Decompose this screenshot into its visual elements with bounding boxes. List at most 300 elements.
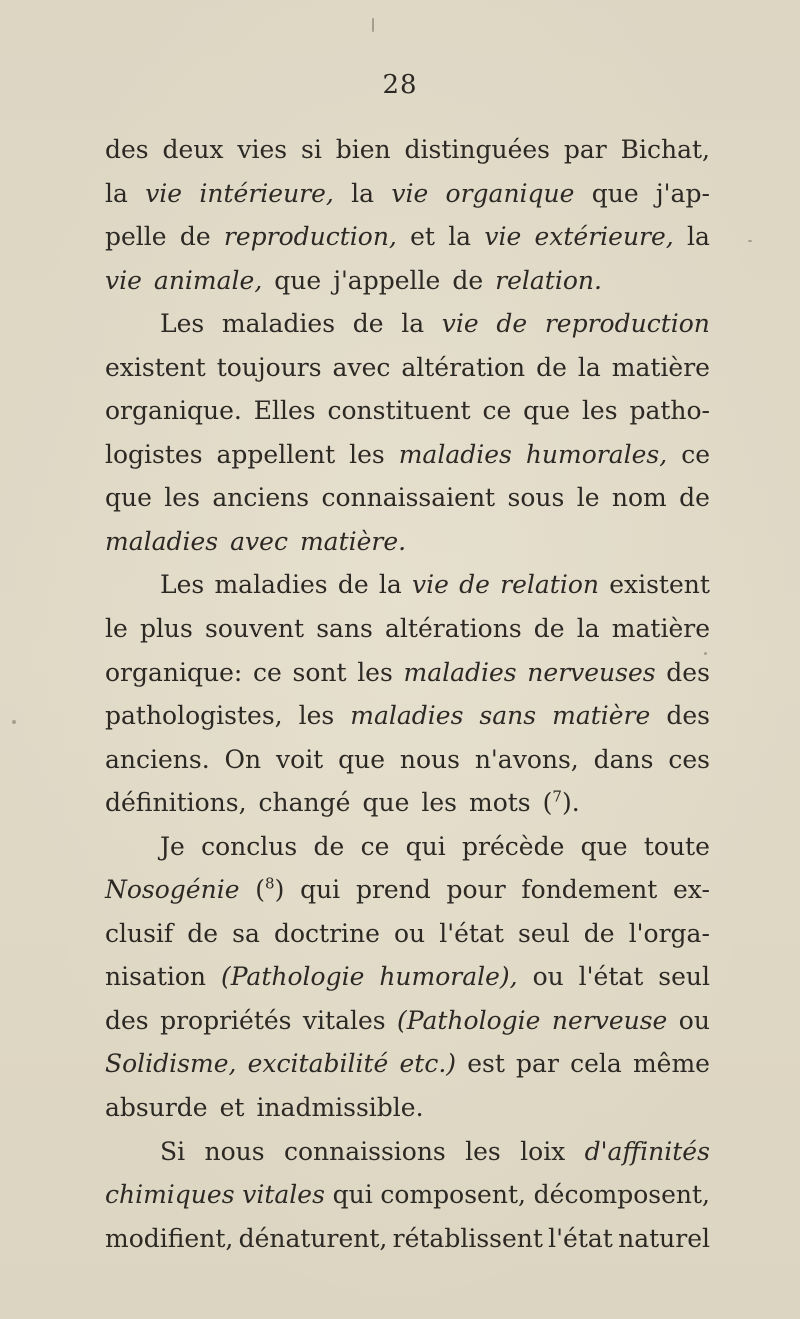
text-line bbox=[105, 738, 710, 782]
word-text: que bbox=[362, 788, 410, 818]
word-text: Bichat, bbox=[620, 135, 710, 164]
word-text: seul bbox=[517, 918, 570, 948]
word-text: organique: bbox=[105, 657, 243, 687]
word bbox=[448, 215, 471, 259]
word-text: que bbox=[105, 483, 152, 513]
word-text: matière bbox=[611, 352, 710, 382]
word-text: pathologistes, bbox=[105, 701, 283, 731]
word-text: logistes bbox=[105, 439, 203, 469]
word-text: de bbox=[496, 309, 528, 339]
word bbox=[274, 259, 321, 303]
word-text: la bbox=[577, 352, 601, 382]
word-text: relation bbox=[500, 570, 599, 600]
word bbox=[543, 781, 580, 825]
word bbox=[292, 651, 346, 695]
word bbox=[356, 868, 431, 912]
paper-speck bbox=[704, 652, 707, 655]
text-line bbox=[105, 476, 710, 520]
word-text: qui bbox=[405, 831, 446, 861]
word-text: des bbox=[105, 1005, 149, 1035]
word-text: (Pathologie bbox=[220, 962, 365, 992]
word bbox=[160, 563, 204, 607]
word-text: des bbox=[666, 701, 710, 731]
word-text: toujours bbox=[216, 352, 322, 382]
word bbox=[284, 1130, 446, 1174]
word bbox=[105, 1086, 208, 1130]
word bbox=[403, 651, 516, 695]
word bbox=[105, 1042, 236, 1086]
word bbox=[225, 738, 262, 782]
word-text: Je bbox=[160, 831, 185, 861]
word bbox=[239, 1217, 388, 1261]
word bbox=[105, 694, 283, 738]
word bbox=[105, 215, 167, 259]
word-text: de bbox=[679, 483, 710, 513]
word-text: la bbox=[378, 570, 402, 600]
text-line bbox=[105, 1086, 710, 1130]
word bbox=[224, 215, 397, 259]
word-text: vies bbox=[237, 135, 288, 164]
word-text: naturel bbox=[618, 1223, 710, 1253]
word bbox=[621, 128, 710, 172]
word-text: n'avons, bbox=[474, 744, 579, 774]
word bbox=[612, 346, 710, 390]
word bbox=[105, 651, 242, 695]
word bbox=[333, 259, 440, 303]
word bbox=[336, 128, 391, 172]
word bbox=[321, 476, 495, 520]
word-text: Si bbox=[160, 1136, 186, 1166]
word-text: j'ap- bbox=[655, 178, 710, 208]
word-text: deux bbox=[162, 135, 224, 164]
word-text: la bbox=[687, 222, 710, 252]
word-text: maladies bbox=[221, 309, 336, 339]
word-text: le bbox=[105, 614, 128, 644]
word-text: que bbox=[580, 831, 628, 861]
word bbox=[612, 476, 667, 520]
word bbox=[163, 128, 224, 172]
word bbox=[552, 999, 668, 1043]
word bbox=[217, 433, 336, 477]
word-text: vie bbox=[145, 178, 183, 208]
text-line bbox=[105, 955, 710, 999]
word-text: (Pathologie bbox=[397, 1005, 541, 1035]
word-text: de bbox=[452, 265, 484, 295]
text-line bbox=[105, 346, 710, 390]
word bbox=[164, 476, 200, 520]
word-text: et bbox=[410, 222, 435, 252]
word-text: mots bbox=[469, 788, 531, 818]
word bbox=[668, 738, 710, 782]
word-text: doctrine bbox=[273, 918, 380, 948]
word-text: Les bbox=[160, 309, 205, 339]
text-line bbox=[105, 1042, 710, 1086]
word bbox=[379, 563, 402, 607]
word-text: ou bbox=[678, 1005, 710, 1035]
word-text: ou bbox=[394, 918, 426, 948]
word bbox=[221, 955, 364, 999]
word-text: ex- bbox=[673, 875, 710, 905]
word bbox=[397, 999, 540, 1043]
word-text: même bbox=[632, 1049, 710, 1079]
word-text: vitales bbox=[302, 1005, 386, 1035]
word-text: de bbox=[583, 918, 615, 948]
word bbox=[534, 215, 673, 259]
word-text: conclus bbox=[201, 831, 298, 861]
word-text: et bbox=[219, 1093, 245, 1123]
word bbox=[462, 825, 564, 869]
word bbox=[140, 607, 193, 651]
word bbox=[584, 912, 615, 956]
word-text: humorale), bbox=[379, 962, 518, 992]
word-text: altération bbox=[401, 352, 526, 382]
word-text: nom bbox=[611, 483, 667, 513]
word-text: nous bbox=[399, 744, 460, 774]
word bbox=[105, 912, 173, 956]
word-text: ce bbox=[681, 439, 710, 469]
text-line bbox=[105, 694, 710, 738]
word-text: nerveuse bbox=[551, 1005, 668, 1035]
word-text: matière bbox=[611, 614, 710, 644]
word-text: altérations bbox=[385, 614, 522, 644]
word-text: animale, bbox=[153, 265, 263, 295]
word bbox=[523, 389, 570, 433]
word-text: vie bbox=[105, 265, 142, 295]
word-text: maladies bbox=[105, 526, 219, 556]
word bbox=[300, 520, 406, 564]
word-text: matière bbox=[552, 701, 651, 731]
word-text: l'état bbox=[439, 918, 504, 948]
word-text: de bbox=[313, 831, 345, 861]
word-text: dénaturent, bbox=[238, 1223, 388, 1253]
word-text: ces bbox=[668, 744, 710, 774]
word bbox=[401, 302, 424, 346]
word bbox=[255, 868, 284, 912]
word bbox=[516, 1042, 559, 1086]
word-text: les bbox=[421, 788, 457, 818]
word bbox=[482, 389, 511, 433]
word-text: seul bbox=[658, 962, 710, 992]
word-text: décomposent, bbox=[533, 1180, 710, 1210]
word-text: par bbox=[563, 135, 607, 164]
word bbox=[105, 389, 242, 433]
word bbox=[552, 694, 650, 738]
word-text: que bbox=[523, 396, 571, 426]
paper-speck bbox=[12, 720, 16, 724]
word bbox=[618, 1217, 710, 1261]
paper-speck bbox=[748, 240, 752, 242]
paper-mark bbox=[372, 18, 374, 32]
word-text: de bbox=[187, 918, 219, 948]
word bbox=[446, 172, 575, 216]
word bbox=[545, 302, 710, 346]
word-text: la bbox=[351, 178, 375, 208]
word-text: vie bbox=[391, 178, 429, 208]
word bbox=[421, 781, 457, 825]
word bbox=[570, 1042, 622, 1086]
word bbox=[205, 607, 304, 651]
word-text: reproduction, bbox=[223, 222, 397, 252]
word-text: reproduction bbox=[544, 309, 710, 339]
word-text: l'état bbox=[578, 962, 644, 992]
word bbox=[520, 1130, 565, 1174]
word-text: d'affinités bbox=[584, 1136, 710, 1166]
word-text: Solidisme, bbox=[105, 1049, 237, 1079]
word bbox=[105, 259, 142, 303]
word bbox=[105, 868, 240, 912]
word bbox=[180, 215, 211, 259]
word-text: avec bbox=[332, 352, 391, 382]
word bbox=[412, 563, 449, 607]
word bbox=[105, 172, 128, 216]
word-text: etc.) bbox=[399, 1049, 457, 1079]
word-text: sa bbox=[232, 918, 260, 948]
word bbox=[548, 1217, 613, 1261]
word bbox=[105, 607, 128, 651]
word bbox=[187, 912, 218, 956]
word bbox=[230, 520, 288, 564]
text-line bbox=[105, 520, 710, 564]
word-text: plus bbox=[139, 614, 193, 644]
word-text: ( bbox=[542, 788, 553, 818]
word bbox=[393, 1217, 543, 1261]
word bbox=[679, 999, 710, 1043]
word bbox=[299, 694, 335, 738]
word bbox=[475, 738, 579, 782]
word bbox=[350, 694, 463, 738]
word-text: humorales, bbox=[525, 439, 668, 469]
word bbox=[400, 738, 460, 782]
word bbox=[527, 651, 655, 695]
word bbox=[212, 476, 309, 520]
word-text: qui bbox=[332, 1180, 373, 1210]
word bbox=[160, 999, 291, 1043]
word-text: Elles bbox=[253, 396, 316, 426]
word-text: maladies bbox=[403, 657, 517, 687]
word bbox=[300, 868, 340, 912]
word bbox=[301, 128, 322, 172]
word bbox=[362, 781, 409, 825]
word bbox=[248, 1042, 389, 1086]
word bbox=[160, 1130, 185, 1174]
word-text: les bbox=[465, 1136, 501, 1166]
word-text: précède bbox=[462, 831, 565, 861]
word bbox=[391, 172, 428, 216]
word bbox=[679, 476, 710, 520]
word-text: la bbox=[448, 222, 472, 252]
word bbox=[469, 781, 531, 825]
word bbox=[467, 1042, 505, 1086]
word bbox=[582, 389, 618, 433]
word bbox=[459, 563, 490, 607]
word-text: si bbox=[301, 135, 322, 164]
word bbox=[577, 476, 600, 520]
word-text: des bbox=[666, 657, 710, 687]
word-text: Les bbox=[160, 570, 205, 600]
word bbox=[254, 389, 316, 433]
word-text: est bbox=[467, 1049, 505, 1079]
word-text: ( bbox=[255, 875, 266, 905]
word-text: bien bbox=[335, 135, 391, 164]
word bbox=[338, 738, 385, 782]
text-line bbox=[105, 999, 710, 1043]
word-text: propriétés bbox=[160, 1005, 292, 1035]
word bbox=[577, 607, 600, 651]
word bbox=[105, 476, 152, 520]
word-text: les bbox=[581, 396, 618, 426]
word bbox=[518, 912, 570, 956]
word-text: extérieure, bbox=[534, 222, 674, 252]
word bbox=[633, 1042, 710, 1086]
word-text: existent bbox=[609, 570, 710, 600]
page-number: 28 bbox=[382, 70, 418, 100]
word bbox=[380, 1173, 526, 1217]
word bbox=[399, 433, 512, 477]
text-line bbox=[105, 259, 710, 303]
word-text: qui bbox=[300, 875, 341, 905]
text-line bbox=[105, 302, 710, 346]
text-line bbox=[105, 1173, 710, 1217]
word-text: les bbox=[298, 701, 335, 731]
word bbox=[399, 1042, 456, 1086]
text-line bbox=[105, 389, 710, 433]
word-text: relation. bbox=[495, 265, 602, 295]
word-text: la bbox=[576, 614, 600, 644]
word-text: ce bbox=[360, 831, 390, 861]
word bbox=[232, 912, 260, 956]
word bbox=[447, 868, 506, 912]
text-line bbox=[105, 563, 710, 607]
word bbox=[526, 433, 667, 477]
word-text: dans bbox=[593, 744, 654, 774]
word bbox=[534, 1173, 710, 1217]
word-text: l'état bbox=[548, 1223, 613, 1253]
word bbox=[442, 302, 479, 346]
word-text: vie bbox=[411, 570, 449, 600]
word-text: chimiques bbox=[105, 1180, 235, 1210]
word bbox=[253, 651, 282, 695]
word bbox=[361, 825, 390, 869]
word-text: maladies bbox=[398, 439, 512, 469]
word bbox=[410, 215, 435, 259]
word-text: toute bbox=[643, 831, 710, 861]
word-text: par bbox=[516, 1049, 559, 1079]
word-text: anciens bbox=[212, 483, 310, 513]
word-text: ou bbox=[532, 962, 564, 992]
word bbox=[276, 738, 323, 782]
word-text: sans bbox=[479, 701, 537, 731]
word-text: de bbox=[179, 222, 211, 252]
word bbox=[303, 999, 386, 1043]
word-text: anciens. bbox=[105, 744, 210, 774]
word bbox=[673, 868, 710, 912]
footnote-marker: 7 bbox=[552, 787, 562, 806]
word-text: vie bbox=[441, 309, 479, 339]
word bbox=[333, 1173, 373, 1217]
word-text: organique. bbox=[105, 396, 242, 426]
word-text: On bbox=[224, 744, 262, 774]
text-line bbox=[105, 433, 710, 477]
word bbox=[160, 825, 185, 869]
word bbox=[521, 868, 657, 912]
word bbox=[105, 1217, 233, 1261]
word bbox=[214, 563, 327, 607]
word-text: appellent bbox=[216, 439, 336, 469]
word-text: distinguées bbox=[404, 135, 550, 164]
word-punctuation: ) bbox=[274, 875, 285, 905]
text-line bbox=[105, 781, 710, 825]
word-text: la bbox=[401, 309, 425, 339]
word-text: de bbox=[337, 570, 369, 600]
word-text: les bbox=[164, 483, 200, 513]
word-text: fondement bbox=[521, 875, 658, 905]
word bbox=[564, 128, 607, 172]
word bbox=[379, 955, 517, 999]
word-text: rétablissent bbox=[392, 1223, 543, 1253]
word bbox=[484, 215, 521, 259]
word-text: les bbox=[349, 439, 385, 469]
word bbox=[533, 955, 564, 999]
word bbox=[578, 346, 601, 390]
text-line bbox=[105, 172, 710, 216]
word bbox=[349, 433, 385, 477]
word-text: nous bbox=[204, 1136, 265, 1166]
word bbox=[581, 825, 628, 869]
word bbox=[579, 955, 644, 999]
text-line bbox=[105, 607, 710, 651]
word bbox=[612, 607, 710, 651]
word-text: intérieure, bbox=[199, 178, 334, 208]
word-text: que bbox=[591, 178, 639, 208]
word bbox=[656, 172, 710, 216]
text-line bbox=[105, 1217, 710, 1261]
word bbox=[479, 694, 536, 738]
word bbox=[316, 607, 373, 651]
word bbox=[534, 607, 565, 651]
text-line bbox=[105, 128, 710, 172]
word-text: la bbox=[105, 178, 128, 208]
word bbox=[496, 302, 527, 346]
word bbox=[406, 825, 446, 869]
word bbox=[338, 563, 369, 607]
word bbox=[105, 520, 218, 564]
word bbox=[609, 563, 710, 607]
text-line bbox=[105, 825, 710, 869]
word bbox=[105, 433, 203, 477]
word bbox=[154, 259, 262, 303]
word-text: des bbox=[105, 135, 149, 164]
word-text: absurde bbox=[105, 1093, 208, 1123]
word bbox=[681, 433, 710, 477]
word bbox=[629, 912, 710, 956]
word bbox=[105, 738, 210, 782]
text-line bbox=[105, 651, 710, 695]
word bbox=[105, 781, 247, 825]
word bbox=[222, 302, 335, 346]
word bbox=[594, 738, 654, 782]
word-text: constituent bbox=[327, 396, 471, 426]
word bbox=[259, 781, 351, 825]
word bbox=[217, 346, 322, 390]
word-text: souvent bbox=[205, 614, 305, 644]
word-text: j'appelle bbox=[333, 265, 441, 295]
word bbox=[666, 651, 710, 695]
word bbox=[105, 346, 206, 390]
word-text: de bbox=[536, 352, 567, 382]
word bbox=[201, 825, 297, 869]
word bbox=[687, 215, 710, 259]
word bbox=[401, 346, 525, 390]
